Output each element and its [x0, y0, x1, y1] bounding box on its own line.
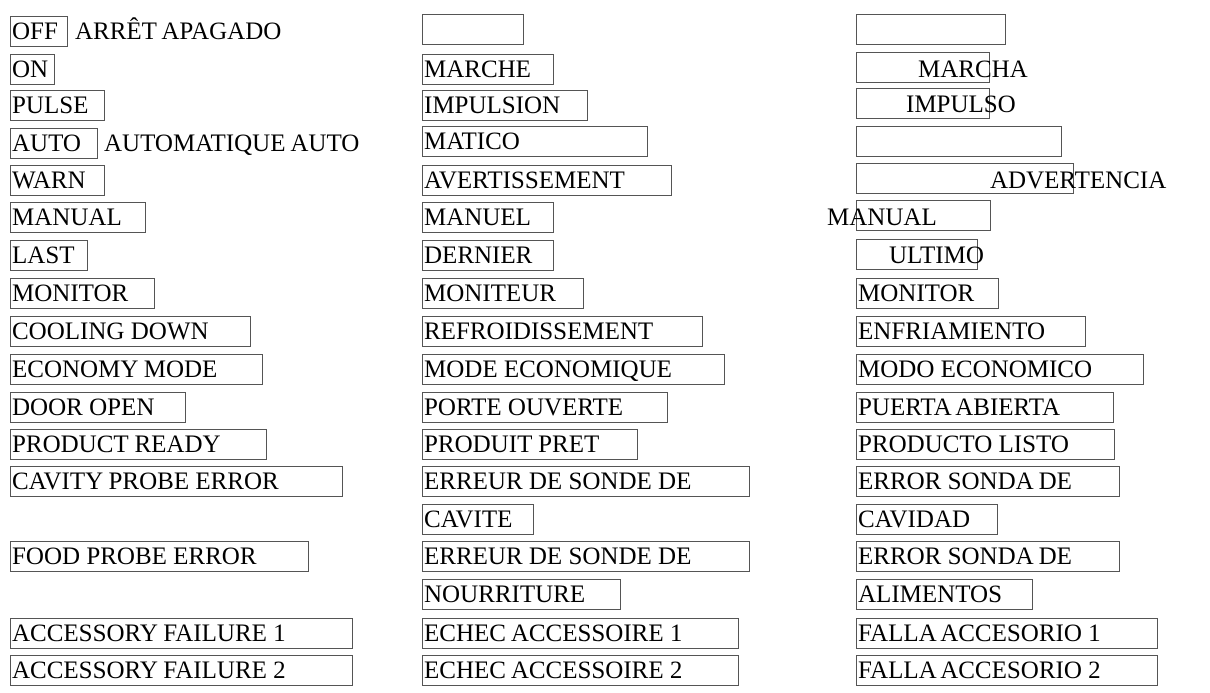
en-cell-door: DOOR OPEN [10, 392, 186, 423]
fr-cell-monitor: MONITEUR [422, 278, 584, 309]
en-cell-manual: MANUAL [10, 202, 146, 233]
auto-overflow-text: AUTOMATIQUE AUTO [104, 130, 360, 157]
es-cell-ready: PRODUCTO LISTO [856, 429, 1115, 460]
en-cell-ready: PRODUCT READY [10, 429, 267, 460]
en-cell-on: ON [10, 54, 55, 85]
fr-cell-door: PORTE OUVERTE [422, 392, 668, 423]
fr-cell-last: DERNIER [422, 240, 554, 271]
es-cell-warn-text: ADVERTENCIA [990, 167, 1167, 194]
en-cell-warn: WARN [10, 165, 105, 196]
fr-cell-on: MARCHE [422, 54, 554, 85]
es-cell-door: PUERTA ABIERTA [856, 392, 1114, 423]
en-cell-economy: ECONOMY MODE [10, 354, 263, 385]
es-cell-manual-text: MANUAL [827, 204, 937, 231]
en-cell-last: LAST [10, 240, 88, 271]
es-cell-accessory-2: FALLA ACCESORIO 2 [856, 655, 1158, 686]
fr-cell-auto: MATICO [422, 126, 648, 157]
es-cell-alimentos: ALIMENTOS [856, 579, 1033, 610]
fr-cell-warn: AVERTISSEMENT [422, 165, 672, 196]
en-cell-cavity-error: CAVITY PROBE ERROR [10, 466, 343, 497]
fr-cell-pulse: IMPULSION [422, 90, 588, 121]
en-cell-cooling: COOLING DOWN [10, 316, 251, 347]
fr-cell-food-error: ERREUR DE SONDE DE [422, 541, 750, 572]
es-cell-cavidad: CAVIDAD [856, 504, 998, 535]
fr-cell-off [422, 14, 524, 45]
fr-cell-accessory-1: ECHEC ACCESSOIRE 1 [422, 618, 739, 649]
en-cell-off: OFF [10, 16, 68, 47]
es-cell-on-text: MARCHA [918, 56, 1028, 83]
fr-cell-accessory-2: ECHEC ACCESSOIRE 2 [422, 655, 739, 686]
en-cell-accessory-1: ACCESSORY FAILURE 1 [10, 618, 353, 649]
fr-cell-ready: PRODUIT PRET [422, 429, 638, 460]
es-cell-economy: MODO ECONOMICO [856, 354, 1144, 385]
es-cell-accessory-1: FALLA ACCESORIO 1 [856, 618, 1158, 649]
es-cell-monitor: MONITOR [856, 278, 999, 309]
fr-cell-nourriture: NOURRITURE [422, 579, 621, 610]
es-cell-cooling: ENFRIAMIENTO [856, 316, 1086, 347]
es-cell-cavity-error: ERROR SONDA DE [856, 466, 1120, 497]
off-overflow-text: ARRÊT APAGADO [75, 18, 282, 45]
en-cell-monitor: MONITOR [10, 278, 155, 309]
fr-cell-cavity-error: ERREUR DE SONDE DE [422, 466, 750, 497]
es-cell-auto [856, 126, 1062, 157]
es-cell-pulse-text: IMPULSO [906, 91, 1016, 118]
en-cell-accessory-2: ACCESSORY FAILURE 2 [10, 655, 353, 686]
fr-cell-cooling: REFROIDISSEMENT [422, 316, 703, 347]
fr-cell-cavite: CAVITE [422, 504, 534, 535]
en-cell-pulse: PULSE [10, 90, 105, 121]
en-cell-food-error: FOOD PROBE ERROR [10, 541, 309, 572]
es-cell-food-error: ERROR SONDA DE [856, 541, 1120, 572]
es-cell-off [856, 14, 1006, 45]
fr-cell-economy: MODE ECONOMIQUE [422, 354, 725, 385]
en-cell-auto: AUTO [10, 128, 98, 159]
es-cell-last-text: ULTIMO [889, 242, 984, 269]
fr-cell-manual: MANUEL [422, 202, 554, 233]
